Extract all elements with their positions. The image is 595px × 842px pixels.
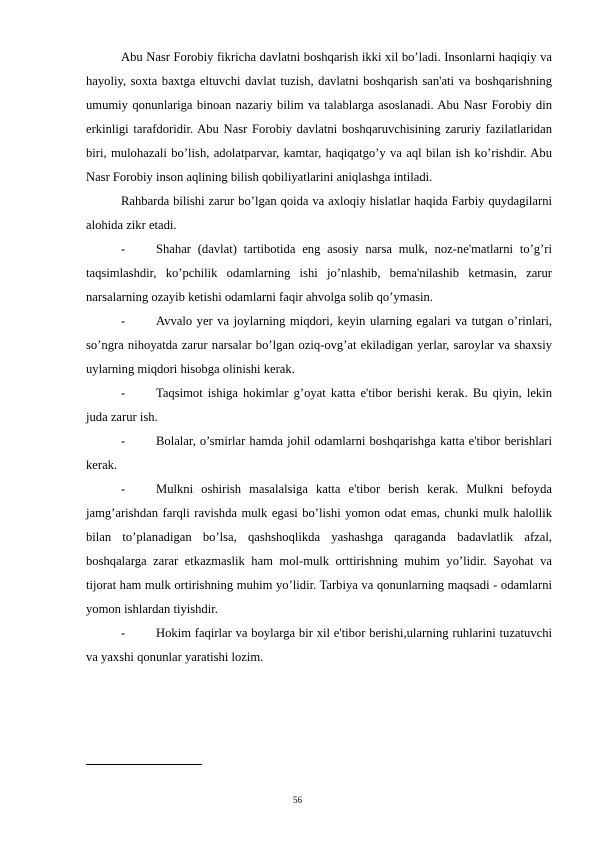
list-dash: -: [121, 242, 126, 256]
list-item-text: Bolalar, o’smirlar hamda johil odamlarni boshqarishga katta e'tibor berishlari kerak.: [86, 434, 552, 472]
page-number: 56: [293, 795, 302, 805]
list-item-text: Taqsimot ishiga hokimlar g’oyat katta e'tibor berishi kerak. Bu qiyin, lekin juda zarur ish.: [86, 386, 552, 424]
list-item: [86, 381, 552, 429]
list-dash: -: [121, 434, 126, 448]
list-item: [86, 429, 552, 477]
document-body: [86, 45, 552, 669]
list-item: [86, 237, 552, 309]
list-dash: -: [121, 482, 126, 496]
list-item-text: Hokim faqirlar va boylarga bir xil e'tibor berishi,ularning ruhlarini tuzatuvchi va yaxshi qonunlar yaratishi lozim.: [86, 626, 552, 664]
list-dash: -: [121, 626, 126, 640]
list-item: [86, 477, 552, 621]
paragraph-leader-qualities: Rahbarda bilishi zarur bo’lgan qoida va axloqiy hislatlar haqida Farbiy quydagilarni alohida zikr etadi.: [86, 194, 552, 232]
footnote-separator: [86, 764, 202, 765]
paragraph-forobiy-governance: Abu Nasr Forobiy fikricha davlatni boshqarish ikki xil bo’ladi. Insonlarni haqiqiy va hayoliy, soxta baxtga eltuvchi davlat tuzish, davlatni boshqarish san'ati va boshqarishning umumiy qonunlariga binoan nazariy bilim va talablarga asoslanadi. Abu Nasr Forobiy din erkinligi tarafdoridir. Abu Nasr Forobiy davlatni boshqaruvchisining zaruriy fazilatlaridan biri, mulohazali bo’lish, adolatparvar, kamtar, haqiqatgo’y va aql bilan ish ko’rishdir. Abu Nasr Forobiy inson aqlining bilish qobiliyatlarini aniqlashga intiladi.: [86, 50, 552, 184]
list-dash: -: [121, 314, 126, 328]
list-item-text: Shahar (davlat) tartibotida eng asosiy narsa mulk, noz-ne'matlarni to’g’ri taqsimlashdir, ko’pchilik odamlarning ishi jo’nlashib, bema'nilashib ketmasin, zarur narsalarning ozayib ketishi odamlarni faqir ahvolga solib qo’ymasin.: [86, 242, 552, 304]
list-item: [86, 621, 552, 669]
list-item-text: Avvalo yer va joylarning miqdori, keyin ularning egalari va tutgan o’rinlari, so’ngra nihoyatda zarur narsalar bo’lgan oziq-ovg’at ekiladigan yerlar, saroylar va shaxsiy uylarning miqdori hisobga olinishi kerak.: [86, 314, 552, 376]
list-item-text: Mulkni oshirish masalalsiga katta e'tibor berish kerak. Mulkni befoyda jamg’arishdan farqli ravishda mulk egasi bo’lishi yomon odat emas, chunki mulk halollik bilan to’planadigan bo’lsa, qashshoqlikda yashashga qaraganda badavlatlik afzal, boshqalarga zarar etkazmaslik ham mol-mulk orttirishning muhim yo’lidir. Sayohat va tijorat ham mulk ortirishning muhim yo’lidir. Tarbiya va qonunlarning maqsadi - odamlarni yomon ishlardan tiyishdir.: [86, 482, 552, 616]
list-dash: -: [121, 386, 126, 400]
list-item: [86, 309, 552, 381]
